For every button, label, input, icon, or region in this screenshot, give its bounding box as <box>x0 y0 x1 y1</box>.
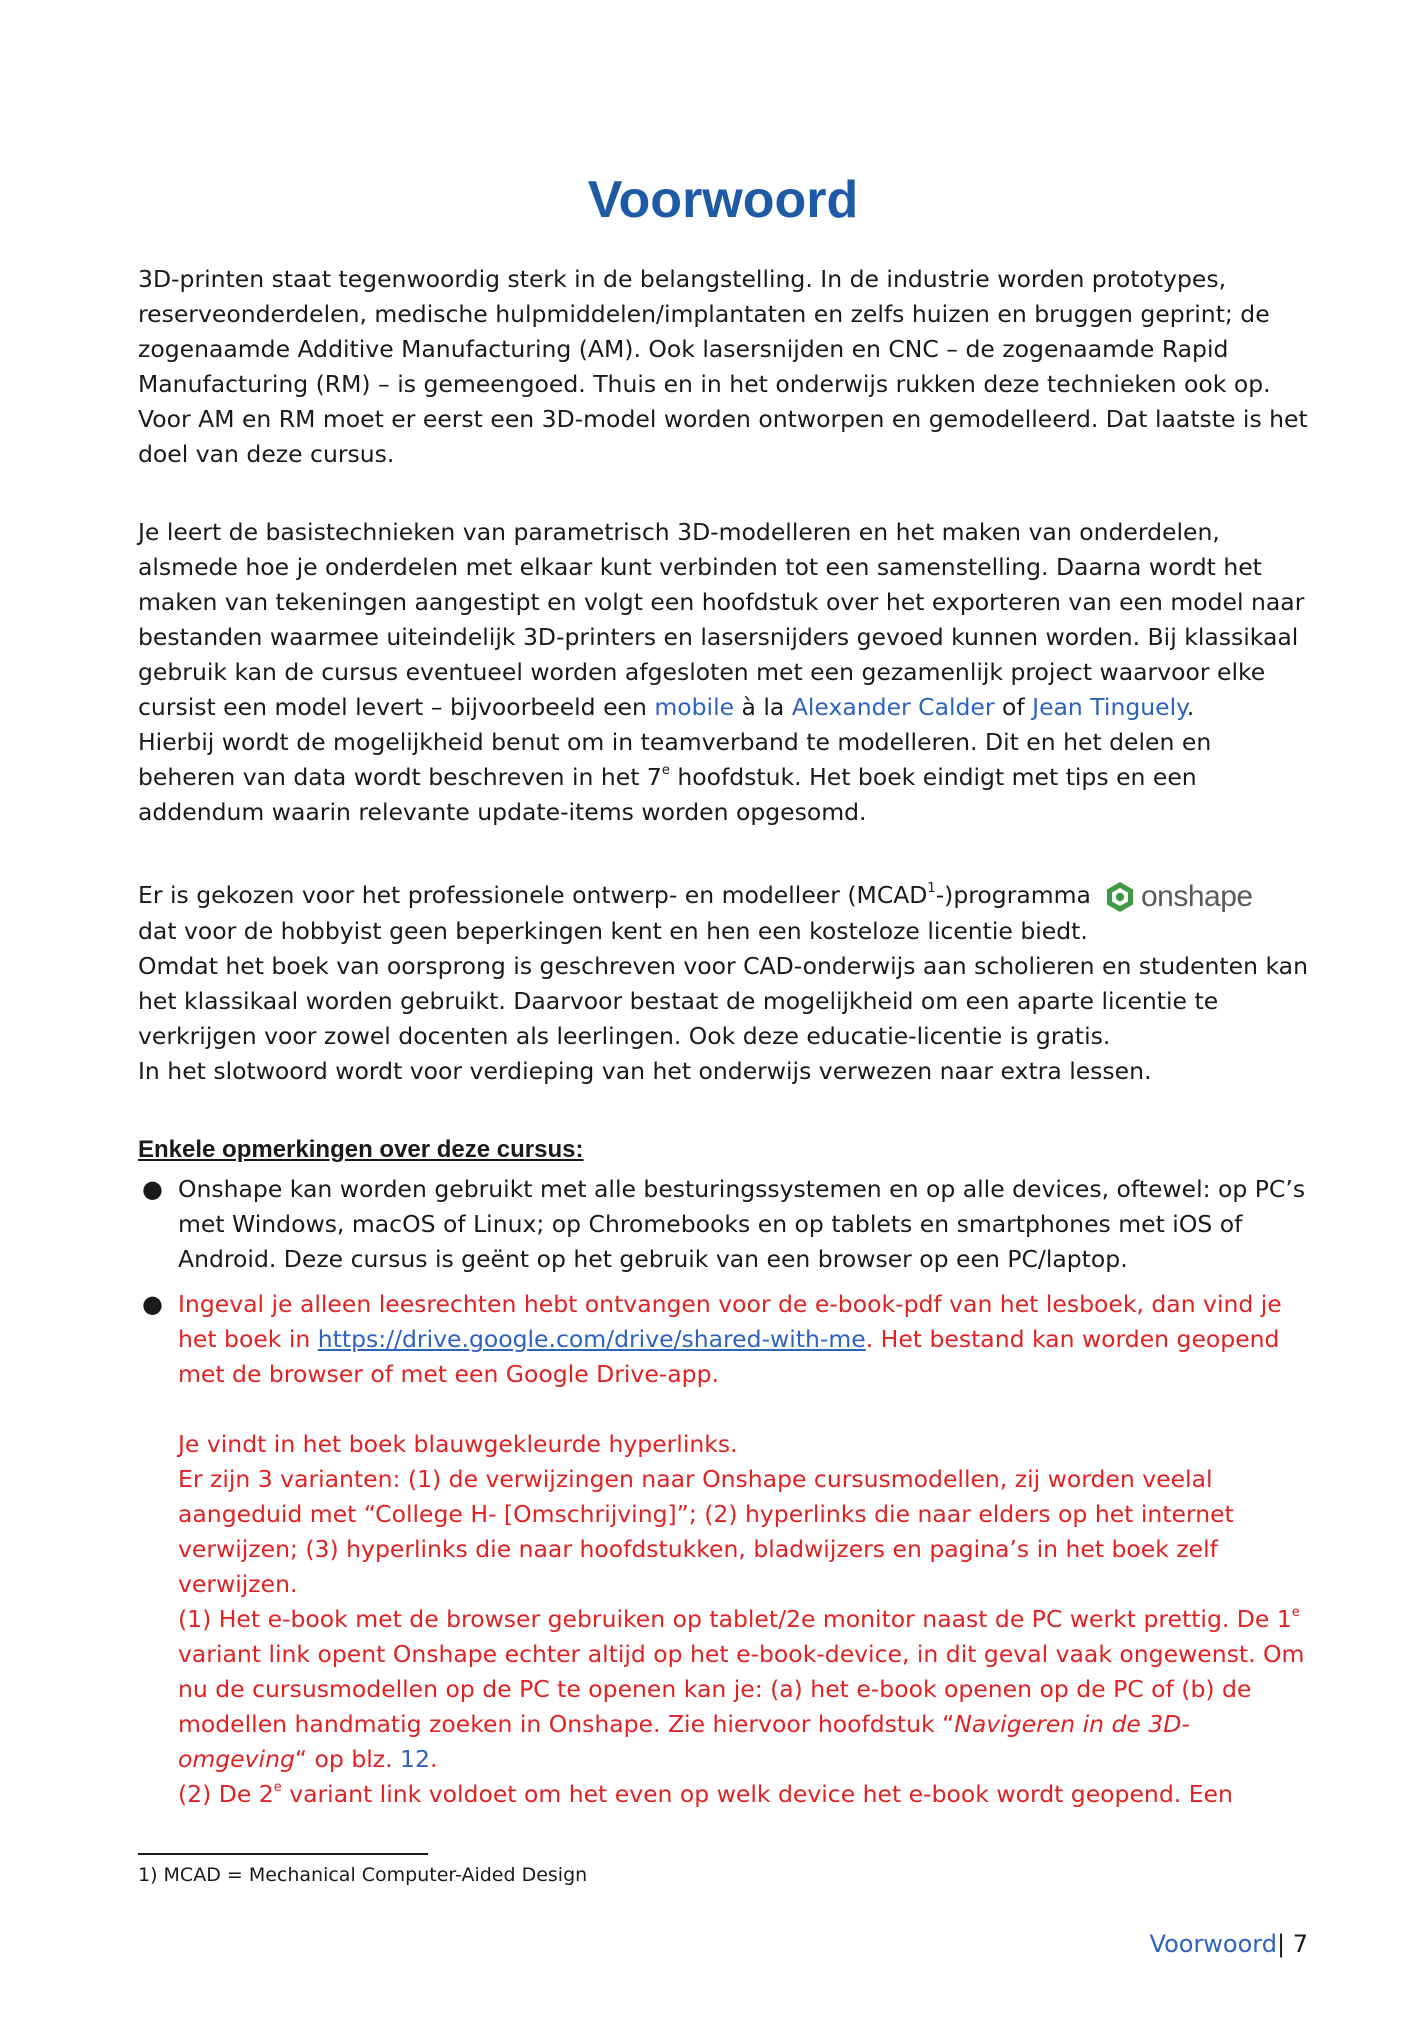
page-number: 7 <box>1292 1930 1308 1958</box>
text-segment: Je vindt in het boek blauwgekleurde hyperlinks. <box>178 1430 738 1458</box>
text-segment: . Het bestand kan worden geopend met de browser of met een Google Drive-app. <box>178 1325 1280 1388</box>
text-segment: In het slotwoord wordt voor verdieping van het onderwijs verwezen naar extra lessen. <box>138 1057 1152 1085</box>
footer-separator: | <box>1276 1930 1286 1958</box>
text-segment: Er zijn 3 varianten: (1) de verwijzingen naar Onshape cursusmodellen, zij worden veelal aangeduid met “College H- [Omschrijving]”; (2) hyperlinks die naar elders op het internet verwijzen; (3) hyperlinks die naar hoofdstukken, bladwijzers en pagina’s in het boek zelf verwijzen. <box>178 1465 1234 1598</box>
superscript: e <box>1291 1605 1300 1621</box>
text-segment: (1) Het e-book met de browser gebruiken op tablet/2e monitor naast de PC werkt prettig. De 1 <box>178 1605 1292 1633</box>
footnote-divider <box>138 1853 428 1855</box>
page-title: Voorwoord <box>587 171 859 229</box>
footnote: 1) MCAD = Mechanical Computer-Aided Design <box>138 1864 588 1886</box>
bullet-icon: ● <box>142 1290 163 1318</box>
text-segment: -)programma <box>935 881 1091 909</box>
page-footer <box>1150 1930 1308 1958</box>
text-segment: “ op blz. <box>294 1745 401 1773</box>
list-item-text <box>178 1287 1318 1812</box>
text-segment: hoofdstuk. Het boek eindigt met tips en een addendum waarin relevante update-items worden opgesomd. <box>138 763 1197 826</box>
text-segment: (2) De 2 <box>178 1780 274 1808</box>
text-segment: variant link voldoet om het even op welk device het e-book wordt geopend. Een <box>281 1780 1233 1808</box>
text-segment: Ingeval je alleen leesrechten hebt ontvangen voor de e-book-pdf van het lesboek, dan vind je het boek in <box>178 1290 1282 1353</box>
text-segment: of <box>994 693 1033 721</box>
link-google-drive[interactable]: https://drive.google.com/drive/shared-with-me <box>317 1325 866 1353</box>
link-mobile[interactable]: mobile <box>654 693 735 721</box>
text-segment: . <box>429 1745 438 1773</box>
list-item-text: Onshape kan worden gebruikt met alle besturingssystemen en op alle devices, oftewel: op PC’s met Windows, macOS of Linux; op Chromebooks en op tablets en smartphones met iOS of Android. Deze cursus is geënt op het gebruik van een browser op een PC/laptop. <box>178 1175 1306 1273</box>
text-segment: . <box>1186 693 1195 721</box>
paragraph-intro: 3D-printen staat tegenwoordig sterk in de belangstelling. In de industrie worden prototypes, reserveonderdelen, medische hulpmiddelen/implantaten en zelfs huizen en bruggen geprint; de zogenaamde Additive Manufacturing (AM). Ook lasersnijden en CNC – de zogenaamde Rapid Manufacturing (RM) – is gemeengoed. Thuis en in het onderwijs rukken deze technieken ook op. Voor AM en RM moet er eerst een 3D-model worden ontworpen en gemodelleerd. Dat laatste is het doel van deze cursus. <box>138 265 1308 468</box>
section-heading: Enkele opmerkingen over deze cursus: <box>138 1136 584 1163</box>
link-jean-tinguely[interactable]: Jean Tinguely <box>1032 693 1187 721</box>
footer-section-label: Voorwoord <box>1149 1930 1277 1958</box>
footnote-ref[interactable]: 1 <box>927 881 936 897</box>
link-page-12[interactable]: 12 <box>400 1745 430 1773</box>
text-segment: variant link opent Onshape echter altijd op het e-book-device, in dit geval vaak ongewenst. Om nu de cursusmodellen op de PC te openen kan je: (a) het e-book openen op de PC of (b) de modellen handmatig zoeken in Onshape. Zie hiervoor hoofdstuk “ <box>178 1640 1305 1738</box>
text-segment: Je leert de basistechnieken van parametrisch 3D-modelleren en het maken van onderdelen, alsmede hoe je onderdelen met elkaar kunt verbinden tot een samenstelling. Daarna wordt het maken van tekeningen aangestipt en volgt een hoofdstuk over het exporteren van een model naar bestanden waarmee uiteindelijk 3D-printers en lasersnijders gevoed kunnen worden. Bij klassikaal gebruik kan de cursus eventueel worden afgesloten met een gezamenlijk project waarvoor elke cursist een model levert – bijvoorbeeld een <box>138 518 1305 721</box>
superscript: e <box>273 1780 282 1796</box>
onshape-logo <box>1105 879 1253 914</box>
superscript: e <box>661 763 670 779</box>
text-segment: Er is gekozen voor het professionele ontwerp- en modelleer (MCAD <box>138 881 928 909</box>
bullet-icon: ● <box>142 1175 163 1203</box>
text-segment: à la <box>734 693 792 721</box>
text-segment: Omdat het boek van oorsprong is geschreven voor CAD-onderwijs aan scholieren en studenten kan het klassikaal worden gebruikt. Daarvoor bestaat de mogelijkheid om een aparte licentie te verkrijgen voor zowel docenten als leerlingen. Ook deze educatie-licentie is gratis. <box>138 952 1308 1050</box>
chapter-title: Navigeren in de 3D-omgeving <box>178 1710 1190 1773</box>
paragraph-onshape <box>138 878 1308 1089</box>
onshape-logo-icon <box>1105 881 1135 913</box>
paragraph-course <box>138 515 1308 830</box>
onshape-logo-text: onshape <box>1140 880 1253 913</box>
text-segment: Hierbij wordt de mogelijkheid benut om in teamverband te modelleren. Dit en het delen en beheren van data wordt beschreven in het 7 <box>138 728 1212 791</box>
link-alexander-calder[interactable]: Alexander Calder <box>791 693 995 721</box>
text-segment: dat voor de hobbyist geen beperkingen kent en hen een kosteloze licentie biedt. <box>138 917 1088 945</box>
